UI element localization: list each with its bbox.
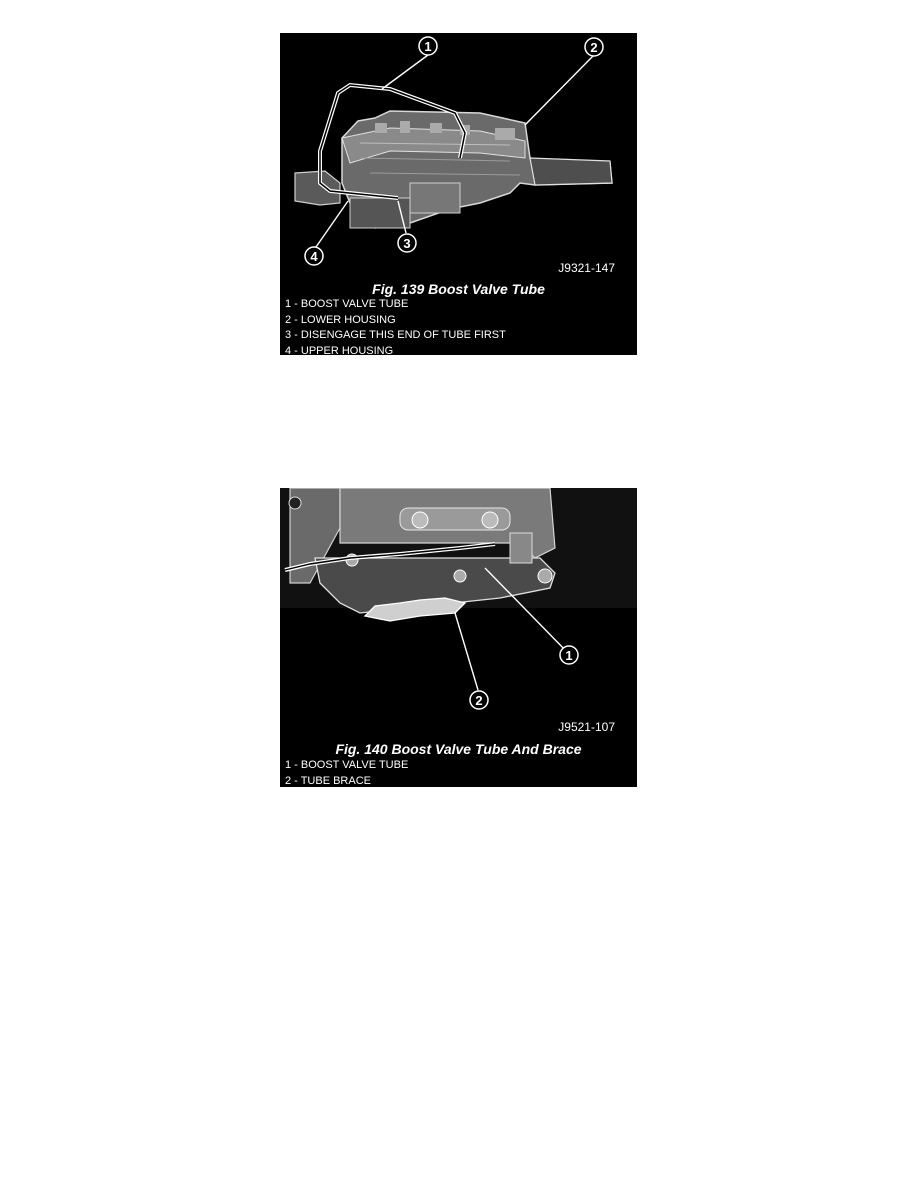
figure-legend [285, 297, 637, 355]
figure-caption: Fig. 140 Boost Valve Tube And Brace [335, 741, 582, 757]
legend-item: 2 - LOWER HOUSING [285, 313, 396, 326]
callout-1 [560, 646, 578, 664]
drawing-code: J9321-147 [558, 261, 615, 275]
legend-item: 2 - TUBE BRACE [285, 774, 371, 787]
callout-2 [585, 38, 603, 56]
callout-1 [419, 37, 437, 55]
svg-text:2: 2 [475, 693, 483, 708]
drawing-code: J9521-107 [558, 720, 615, 734]
valve-body-drawing [280, 488, 637, 613]
figure-140 [280, 488, 637, 787]
svg-text:1: 1 [424, 39, 432, 54]
legend-item: 1 - BOOST VALVE TUBE [285, 759, 409, 771]
legend-item: 3 - DISENGAGE THIS END OF TUBE FIRST [285, 329, 506, 341]
legend-item: 1 - BOOST VALVE TUBE [285, 298, 409, 310]
callout-2 [470, 691, 488, 709]
figure-139 [280, 33, 637, 355]
boost-valve-tube-brace-illustration [280, 488, 637, 733]
svg-text:2: 2 [590, 40, 598, 55]
legend-item: 4 - UPPER HOUSING [285, 344, 394, 355]
boost-valve-tube-illustration [280, 33, 637, 278]
callout-3 [398, 234, 416, 252]
figure-legend [285, 758, 637, 787]
svg-text:1: 1 [565, 648, 573, 663]
valve-body-drawing [295, 111, 612, 228]
svg-text:4: 4 [310, 249, 318, 264]
svg-text:3: 3 [403, 236, 411, 251]
figure-caption: Fig. 139 Boost Valve Tube [372, 281, 545, 297]
callout-4 [305, 247, 323, 265]
